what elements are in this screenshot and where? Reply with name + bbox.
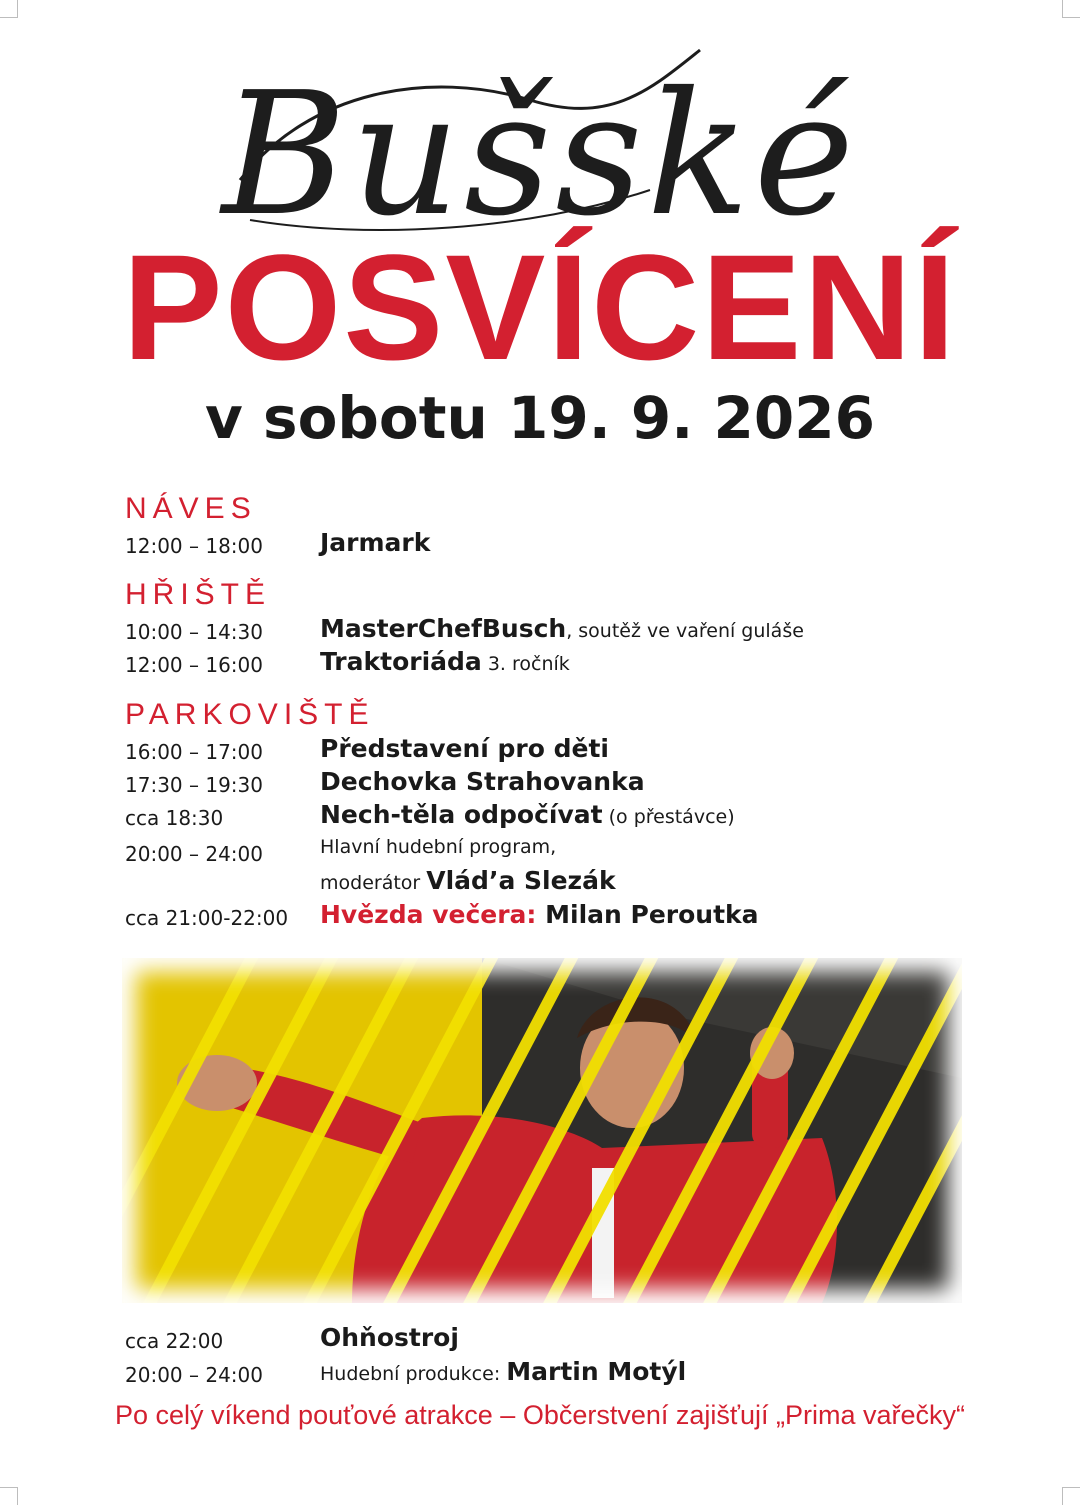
row-time: 10:00 – 14:30 xyxy=(125,620,263,644)
row-event: Jarmark xyxy=(320,528,431,557)
schedule-row xyxy=(125,1357,1005,1391)
footer-note: Po celý víkend pouťové atrakce – Občerstvení zajišťují „Prima vařečky“ xyxy=(114,1400,966,1430)
row-event: Představení pro děti xyxy=(320,734,610,763)
schedule-row xyxy=(125,800,1005,834)
row-time: cca 21:00-22:00 xyxy=(125,906,289,930)
headliner-photo xyxy=(122,958,962,1303)
crop-mark xyxy=(0,17,18,18)
row-time: 12:00 – 18:00 xyxy=(125,534,263,558)
crop-mark xyxy=(17,1487,18,1505)
section-heading-hriste: HŘIŠTĚ xyxy=(125,578,272,611)
row-time: 20:00 – 24:00 xyxy=(125,842,263,866)
row-pre: Hlavní hudební program, xyxy=(320,836,557,858)
row-event: Traktoriáda xyxy=(320,647,482,676)
section-heading-naves: NÁVES xyxy=(125,492,257,525)
row-event: Nech-těla odpočívat xyxy=(320,800,603,829)
row-event: Dechovka Strahovanka xyxy=(320,767,645,796)
row-event-wrap xyxy=(320,614,804,643)
row-note: (o přestávce) xyxy=(602,806,735,828)
row-time: 17:30 – 19:30 xyxy=(125,773,263,797)
schedule-row xyxy=(125,614,1005,648)
row-event: Ohňostroj xyxy=(320,1323,459,1352)
crop-mark xyxy=(17,0,18,18)
title-script: Bušské xyxy=(221,56,859,254)
schedule-row xyxy=(125,866,1005,900)
row-event-wrap xyxy=(320,800,735,829)
row-pre: moderátor xyxy=(320,872,427,894)
row-event-wrap xyxy=(320,900,759,929)
headliner-label: Hvězda večera: xyxy=(320,900,537,929)
row-event: Milan Peroutka xyxy=(536,900,759,929)
schedule-row xyxy=(125,647,1005,681)
row-time: 12:00 – 16:00 xyxy=(125,653,263,677)
schedule-row xyxy=(125,836,1005,870)
row-time: cca 18:30 xyxy=(125,806,224,830)
row-event-wrap xyxy=(320,647,570,676)
schedule-row xyxy=(125,900,1005,934)
row-event: Vlád’a Slezák xyxy=(426,866,616,895)
photo-illustration xyxy=(122,958,962,1303)
row-pre: Hudební produkce: xyxy=(320,1363,507,1385)
crop-mark xyxy=(1062,1487,1080,1488)
row-time: 20:00 – 24:00 xyxy=(125,1363,263,1387)
row-note: 3. ročník xyxy=(481,653,570,675)
schedule-row xyxy=(125,734,1005,768)
row-event: Martin Motýl xyxy=(506,1357,687,1386)
event-date: v sobotu 19. 9. 2026 xyxy=(205,384,875,452)
section-heading-parkoviste: PARKOVIŠTĚ xyxy=(125,698,375,731)
crop-mark xyxy=(1062,0,1063,18)
title-main: POSVÍCENÍ xyxy=(122,223,958,391)
row-event: MasterChefBusch xyxy=(320,614,567,643)
row-time: 16:00 – 17:00 xyxy=(125,740,263,764)
row-event-wrap xyxy=(320,866,616,895)
row-note: , soutěž ve vaření guláše xyxy=(566,620,804,642)
schedule-row xyxy=(125,767,1005,801)
row-event-wrap xyxy=(320,1357,686,1386)
schedule-row xyxy=(125,1323,1005,1357)
crop-mark xyxy=(1062,17,1080,18)
schedule-row xyxy=(125,528,1005,562)
crop-mark xyxy=(0,1487,18,1488)
crop-mark xyxy=(1062,1487,1063,1505)
row-time: cca 22:00 xyxy=(125,1329,224,1353)
